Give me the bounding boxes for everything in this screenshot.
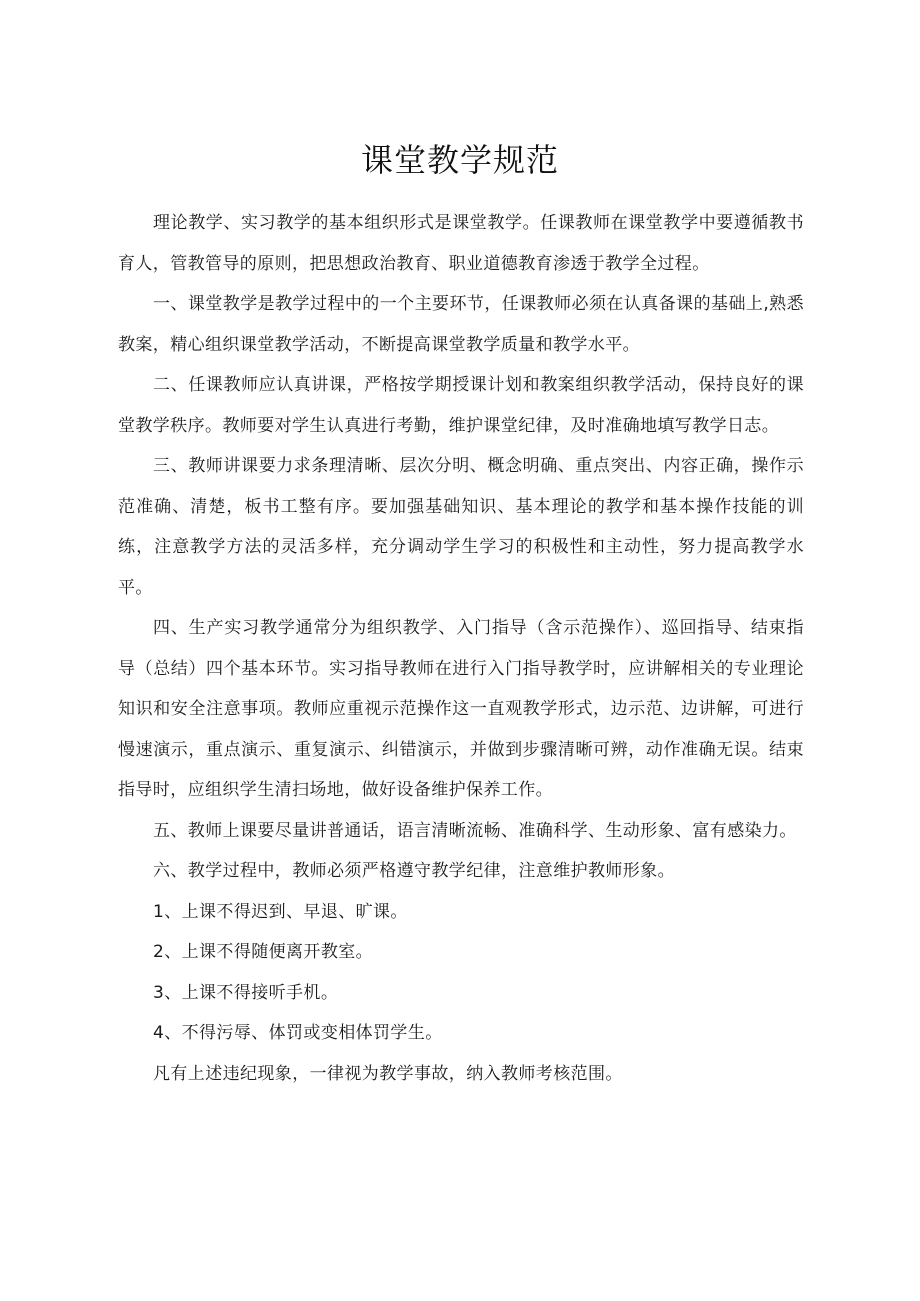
document-title: 课堂教学规范 (360, 141, 559, 179)
rule-2-paragraph: 二、任课教师应认真讲课，严格按学期授课计划和教案组织教学活动，保持良好的课堂教学秩序。教师要对学生认真进行考勤，维护课堂纪律，及时准确地填写教学日志。 (118, 375, 804, 436)
rule-6-paragraph: 六、教学过程中，教师必须严格遵守教学纪律，注意维护教师形象。 (153, 861, 675, 881)
rule-5-paragraph: 五、教师上课要尽量讲普通话，语言清晰流畅、准确科学、生动形象、富有感染力。 (153, 820, 797, 841)
closing-paragraph: 凡有上述违纪现象，一律视为教学事故，纳入教师考核范围。 (153, 1063, 623, 1084)
intro-paragraph: 理论教学、实习教学的基本组织形式是课堂教学。任课教师在课堂教学中要遵循教书育人，管教管导的原则，把思想政治教育、职业道德教育渗透于教学全过程。 (118, 213, 804, 274)
rule-4-paragraph: 四、生产实习教学通常分为组织教学、入门指导（含示范操作）、巡回指导、结束指导（总结）四个基本环节。实习指导教师在进行入门指导教学时，应讲解相关的专业理论知识和安全注意事项。教师应重视示范操作这一直观教学形式，边示范、边讲解，可进行慢速演示，重点演示、重复演示、纠错演示，并做到步骤清晰可辨，动作准确无误。结束指导时，应组织学生清扫场地，做好设备维护保养工作。 (118, 618, 804, 800)
rule-1-paragraph: 一、课堂教学是教学过程中的一个主要环节，任课教师必须在认真备课的基础上,熟悉教案，精心组织课堂教学活动，不断提高课堂教学质量和教学水平。 (118, 294, 804, 355)
rule-3-paragraph: 三、教师讲课要力求条理清晰、层次分明、概念明确、重点突出、内容正确，操作示范准确、清楚，板书工整有序。要加强基础知识、基本理论的教学和基本操作技能的训练，注意教学方法的灵活多样，充分调动学生学习的积极性和主动性，努力提高教学水平。 (118, 456, 804, 598)
sub-rule-4: 4、不得污辱、体罚或变相体罚学生。 (153, 1023, 443, 1043)
document-body (118, 203, 804, 1094)
sub-rule-1: 1、上课不得迟到、早退、旷课。 (153, 901, 408, 922)
sub-rule-3: 3、上课不得接听手机。 (153, 982, 339, 1003)
sub-rule-2: 2、上课不得随便离开教室。 (153, 942, 374, 962)
